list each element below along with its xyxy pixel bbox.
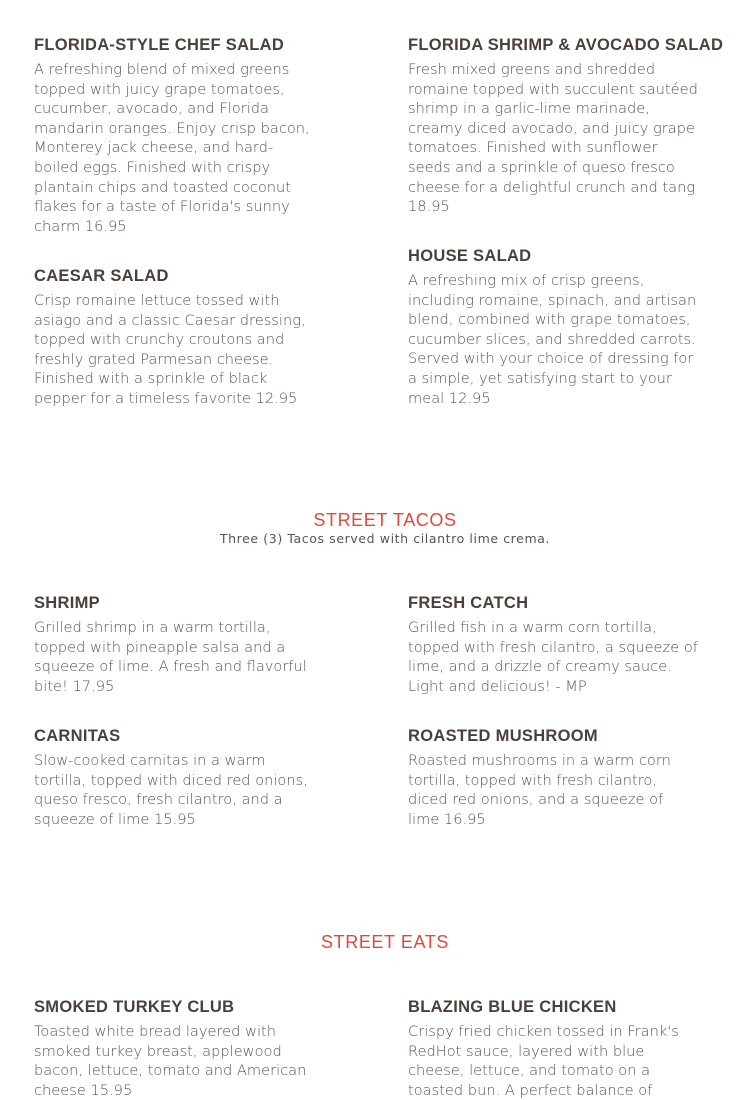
item-description: Crisp romaine lettuce tossed with asiago and a classic Caesar dressing, topped with crunchy croutons and freshly grated Parmesan cheese. Finished with a sprinkle of black pepper for a timeless favorite 12.95 <box>34 292 306 407</box>
item-description: A refreshing blend of mixed greens topped with juicy grape tomatoes, cucumber, avocado, and Florida mandarin oranges. Enjoy crisp bacon, Monterey jack cheese, and hard-boiled eggs. Finished with crispy plantain chips and toasted coconut flakes for a taste of Florida's sunny charm 16.95 <box>34 61 310 235</box>
menu-item-house-salad <box>408 246 698 408</box>
menu-item-carnitas-taco <box>34 726 314 829</box>
menu-item-shrimp-taco <box>34 593 314 696</box>
menu-item-florida-chef-salad <box>34 35 314 236</box>
item-description: Slow-cooked carnitas in a warm tortilla, topped with diced red onions, queso fresco, fresh cilantro, and a squeeze of lime 15.95 <box>34 752 308 828</box>
menu-item-roasted-mushroom-taco <box>408 726 698 829</box>
menu-item-smoked-turkey-club <box>34 997 314 1100</box>
item-name: SMOKED TURKEY CLUB <box>34 998 235 1016</box>
item-description: Crispy fried chicken tossed in Frank's RedHot sauce, layered with blue cheese, lettuce, and tomato on a toasted bun. A perfect balance of <box>408 1023 679 1099</box>
item-name: CAESAR SALAD <box>34 267 169 285</box>
section-title-street-tacos: STREET TACOS <box>313 510 457 530</box>
item-name: ROASTED MUSHROOM <box>408 727 598 745</box>
item-description: Grilled shrimp in a warm tortilla, topped with pineapple salsa and a squeeze of lime. A fresh and flavorful bite! 17.95 <box>34 619 307 695</box>
item-name: SHRIMP <box>34 594 100 612</box>
item-name: FLORIDA-STYLE CHEF SALAD <box>34 36 285 54</box>
item-description: A refreshing mix of crisp greens, including romaine, spinach, and artisan blend, combined with grape tomatoes, cucumber slices, and shredded carrots. Served with your choice of dressing for a simple, yet satisfying start to your meal 12.95 <box>408 272 697 407</box>
section-title-street-eats: STREET EATS <box>321 932 449 952</box>
menu-item-caesar-salad <box>34 266 314 409</box>
section-subtitle-street-tacos: Three (3) Tacos served with cilantro lime crema. <box>219 531 551 546</box>
item-description: Roasted mushrooms in a warm corn tortilla, topped with fresh cilantro, diced red onions, and a squeeze of lime 16.95 <box>408 752 671 828</box>
menu-item-shrimp-avocado-salad <box>408 35 724 217</box>
item-name: BLAZING BLUE CHICKEN <box>408 998 617 1016</box>
item-name: CARNITAS <box>34 727 121 745</box>
item-name: FRESH CATCH <box>408 594 529 612</box>
menu-item-fresh-catch-taco <box>408 593 698 696</box>
item-name: FLORIDA SHRIMP & AVOCADO SALAD <box>408 36 724 54</box>
item-description: Fresh mixed greens and shredded romaine topped with succulent sautéed shrimp in a garlic-lime marinade, creamy diced avocado, and juicy grape tomatoes. Finished with sunflower seeds and a sprinkle of queso fresco cheese for a delightful crunch and tang 18.95 <box>408 61 698 216</box>
item-description: Grilled fish in a warm corn tortilla, topped with fresh cilantro, a squeeze of lime, and a drizzle of creamy sauce. Light and delicious! - MP <box>408 619 698 695</box>
item-name: HOUSE SALAD <box>408 247 532 265</box>
item-description: Toasted white bread layered with smoked turkey breast, applewood bacon, lettuce, tomato and American cheese 15.95 <box>34 1023 307 1099</box>
menu-item-blazing-blue-chicken <box>408 997 698 1100</box>
